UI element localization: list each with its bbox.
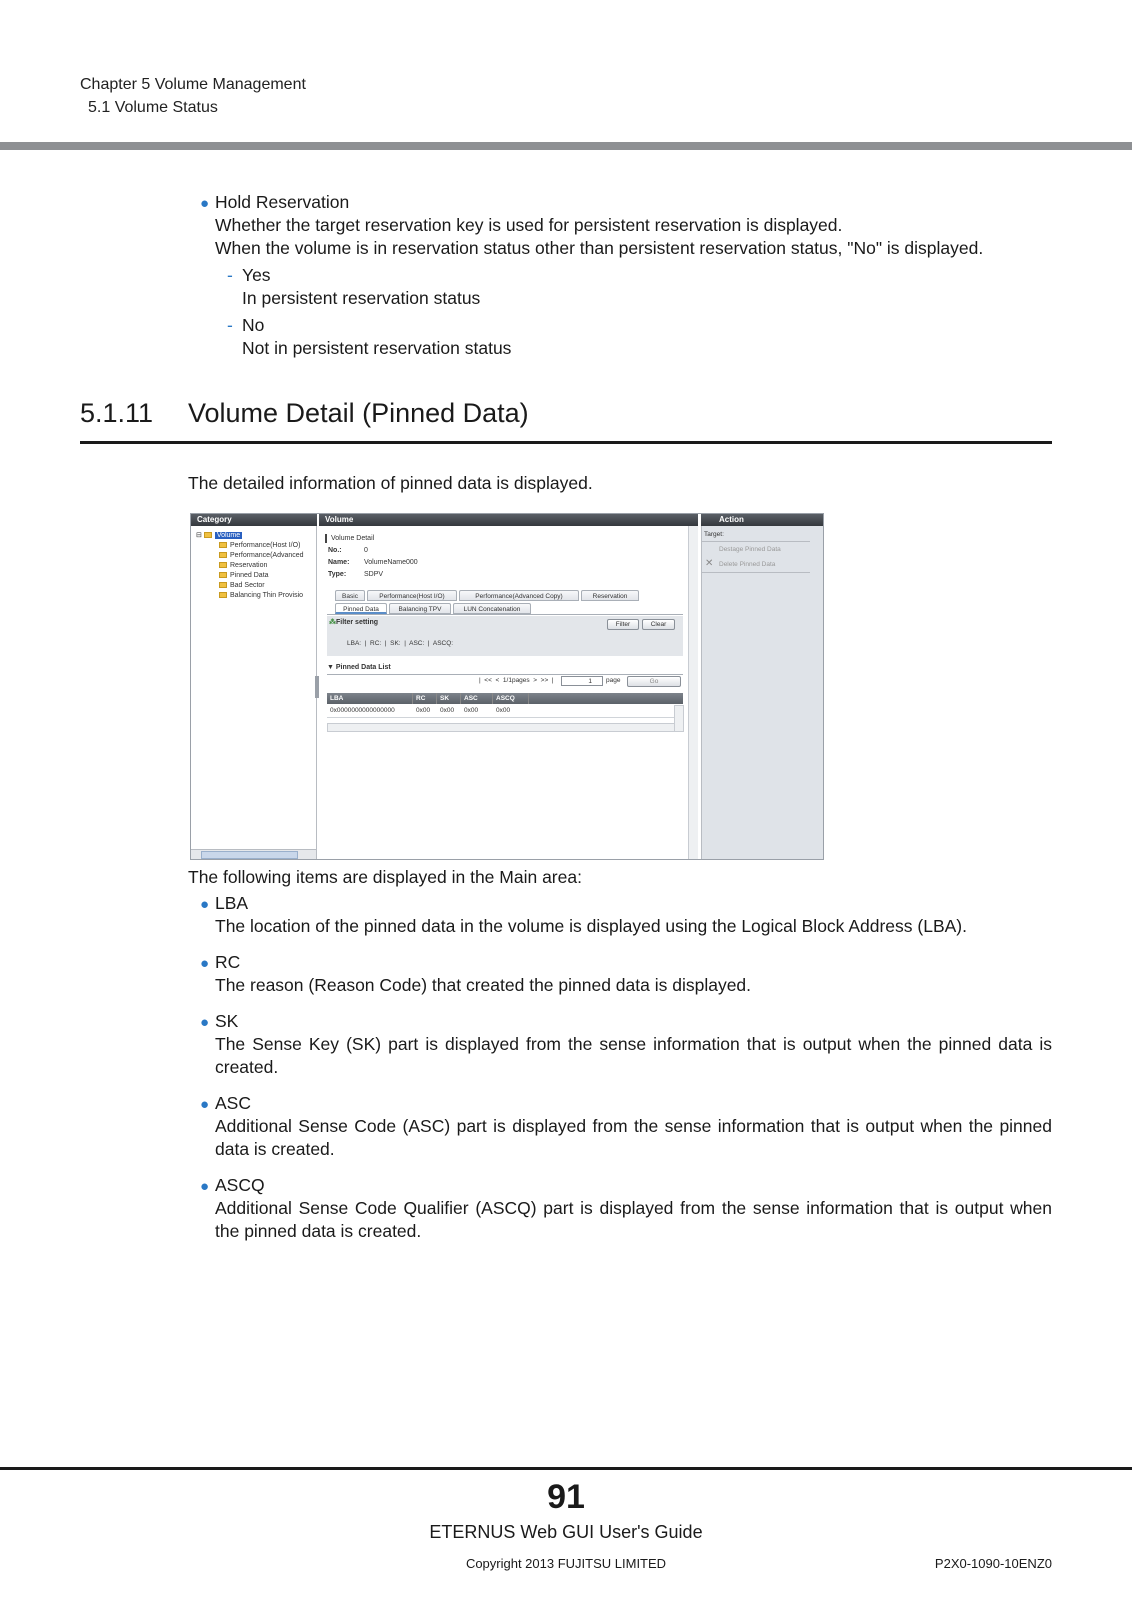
page-number: 91 bbox=[547, 1478, 585, 1516]
tree-item[interactable]: Reservation bbox=[219, 562, 267, 569]
field-value: VolumeName000 bbox=[364, 559, 418, 566]
gui-screenshot bbox=[190, 513, 824, 860]
field-value: 0 bbox=[364, 547, 368, 554]
tree-item[interactable]: Pinned Data bbox=[219, 572, 269, 579]
detail-title: Volume Detail bbox=[331, 535, 375, 542]
heading-rule bbox=[80, 441, 1052, 444]
dash-marker: - bbox=[227, 265, 233, 285]
folder-icon bbox=[219, 542, 227, 548]
filter-title: ⁂Filter setting bbox=[329, 619, 379, 626]
tab-divider bbox=[327, 614, 683, 615]
guide-title: ETERNUS Web GUI User's Guide bbox=[429, 1522, 703, 1542]
column-header[interactable]: RC bbox=[413, 693, 437, 704]
chapter-label: Chapter 5 Volume Management bbox=[80, 76, 306, 93]
bullet: ● bbox=[200, 1014, 210, 1031]
folder-icon bbox=[219, 562, 227, 568]
volume-panel bbox=[319, 526, 698, 859]
filter-button[interactable]: Filter bbox=[607, 619, 639, 630]
item-desc: The reason (Reason Code) that created the pinned data is displayed. bbox=[215, 975, 752, 995]
table-cell: 0x00 bbox=[440, 707, 455, 714]
item-desc: Additional Sense Code (ASC) part is displayed from the sense information that is output when the pinned data is created. bbox=[215, 1116, 1052, 1159]
clear-button[interactable]: Clear bbox=[642, 619, 675, 630]
pager[interactable]: | << < 1/1pages > >> | bbox=[479, 677, 554, 684]
option-yes-label: Yes bbox=[242, 265, 271, 285]
footer-rule bbox=[0, 1467, 1132, 1470]
tree-item-volume[interactable]: ⊟ Volume bbox=[196, 532, 241, 539]
tree-item[interactable]: Balancing Thin Provisio bbox=[219, 592, 303, 599]
column-header[interactable]: SK bbox=[437, 693, 461, 704]
list-divider bbox=[327, 674, 683, 675]
item-title: SK bbox=[215, 1011, 239, 1031]
table-cell: 0x00 bbox=[416, 707, 431, 714]
bullet: ● bbox=[200, 896, 210, 913]
item-title: RC bbox=[215, 952, 241, 972]
item-title: ASCQ bbox=[215, 1175, 265, 1195]
filter-section bbox=[327, 616, 683, 656]
action-divider bbox=[702, 572, 810, 573]
column-header[interactable]: ASCQ bbox=[493, 693, 529, 704]
field-label: No.: bbox=[328, 547, 342, 554]
go-button[interactable]: Go bbox=[627, 676, 681, 687]
filter-icon: ⁂ bbox=[329, 619, 336, 626]
section-title: Volume Detail (Pinned Data) bbox=[188, 398, 529, 428]
field-value: SDPV bbox=[364, 571, 384, 578]
folder-icon bbox=[204, 532, 212, 538]
tab-balancing-tpv[interactable]: Balancing TPV bbox=[389, 603, 451, 614]
folder-icon bbox=[219, 582, 227, 588]
option-yes-desc: In persistent reservation status bbox=[242, 288, 481, 308]
bullet: ● bbox=[200, 1096, 210, 1113]
folder-icon bbox=[219, 552, 227, 558]
bullet: ● bbox=[200, 1178, 210, 1195]
volume-header: Volume bbox=[319, 514, 698, 526]
intro-text: The detailed information of pinned data is displayed. bbox=[188, 473, 593, 493]
table-cell: 0x0000000000000000 bbox=[330, 707, 395, 714]
tree-item[interactable]: Performance(Host I/O) bbox=[219, 542, 300, 549]
delete-icon: ✕ bbox=[705, 558, 714, 569]
header-bar bbox=[0, 142, 1132, 150]
item-title: LBA bbox=[215, 893, 249, 913]
horizontal-scrollbar[interactable] bbox=[191, 849, 316, 859]
hold-reservation-desc1: Whether the target reservation key is used for persistent reservation is displayed. bbox=[215, 215, 843, 235]
action-divider bbox=[702, 541, 810, 542]
row-divider bbox=[327, 717, 683, 718]
page-label: page bbox=[606, 677, 621, 684]
copyright: Copyright 2013 FUJITSU LIMITED bbox=[465, 1556, 667, 1571]
tab-performance-host[interactable]: Performance(Host I/O) bbox=[367, 590, 457, 601]
item-desc: Additional Sense Code Qualifier (ASCQ) part is displayed from the sense information that is output when the pinned data is created. bbox=[215, 1198, 1052, 1241]
bullet: ● bbox=[200, 195, 210, 212]
section-label: 5.1 Volume Status bbox=[88, 99, 218, 116]
table-hscroll[interactable] bbox=[327, 723, 675, 732]
page-input[interactable]: 1 bbox=[561, 676, 603, 686]
splitter-handle[interactable] bbox=[315, 676, 319, 698]
field-label: Type: bbox=[328, 571, 347, 578]
table-cell: 0x00 bbox=[496, 707, 511, 714]
option-no-label: No bbox=[242, 315, 265, 335]
scroll-thumb[interactable] bbox=[201, 851, 298, 859]
section-number: 5.1.11 bbox=[80, 398, 154, 428]
items-intro: The following items are displayed in the Main area: bbox=[188, 867, 582, 887]
destage-pinned-data-action[interactable]: Destage Pinned Data bbox=[719, 546, 781, 553]
tab-lun-concatenation[interactable]: LUN Concatenation bbox=[453, 603, 531, 614]
option-no-desc: Not in persistent reservation status bbox=[242, 338, 512, 358]
category-panel bbox=[191, 526, 317, 859]
action-target: Target: bbox=[704, 531, 724, 538]
document-code: P2X0-1090-10ENZ0 bbox=[934, 1556, 1052, 1571]
tab-pinned-data[interactable]: Pinned Data bbox=[335, 603, 387, 614]
hold-reservation-desc2: When the volume is in reservation status other than persistent reservation status, "No" is displayed. bbox=[215, 238, 984, 258]
item-desc: The location of the pinned data in the volume is displayed using the Logical Block Address (LBA). bbox=[215, 916, 967, 936]
category-header: Category bbox=[191, 514, 317, 526]
item-desc: The Sense Key (SK) part is displayed from the sense information that is output when the pinned data is created. bbox=[215, 1034, 1052, 1077]
table-vscroll[interactable] bbox=[674, 705, 684, 732]
collapse-icon[interactable]: ▼ bbox=[327, 664, 336, 671]
title-marker bbox=[325, 534, 327, 543]
vertical-scrollbar[interactable] bbox=[688, 526, 698, 859]
hold-reservation-title: Hold Reservation bbox=[215, 192, 350, 212]
list-title: ▼ Pinned Data List bbox=[327, 664, 391, 671]
dash-marker: - bbox=[227, 315, 233, 335]
item-title: ASC bbox=[215, 1093, 251, 1113]
filter-fields: LBA: | RC: | SK: | ASC: | ASCQ: bbox=[347, 640, 454, 647]
tree-item[interactable]: Bad Sector bbox=[219, 582, 265, 589]
delete-pinned-data-action[interactable]: Delete Pinned Data bbox=[719, 561, 776, 568]
table-cell: 0x00 bbox=[464, 707, 479, 714]
tab-performance-copy[interactable]: Performance(Advanced Copy) bbox=[459, 590, 579, 601]
folder-icon bbox=[219, 572, 227, 578]
field-label: Name: bbox=[328, 559, 350, 566]
action-header: Action bbox=[701, 514, 823, 526]
action-panel bbox=[701, 526, 824, 859]
tab-basic[interactable]: Basic bbox=[335, 590, 365, 601]
bullet: ● bbox=[200, 955, 210, 972]
tree-item[interactable]: Performance(Advanced bbox=[219, 552, 304, 559]
folder-icon bbox=[219, 592, 227, 598]
column-header[interactable]: ASC bbox=[461, 693, 493, 704]
tab-reservation[interactable]: Reservation bbox=[581, 590, 639, 601]
pinned-data-table bbox=[327, 693, 683, 733]
column-header[interactable]: LBA bbox=[327, 693, 413, 704]
